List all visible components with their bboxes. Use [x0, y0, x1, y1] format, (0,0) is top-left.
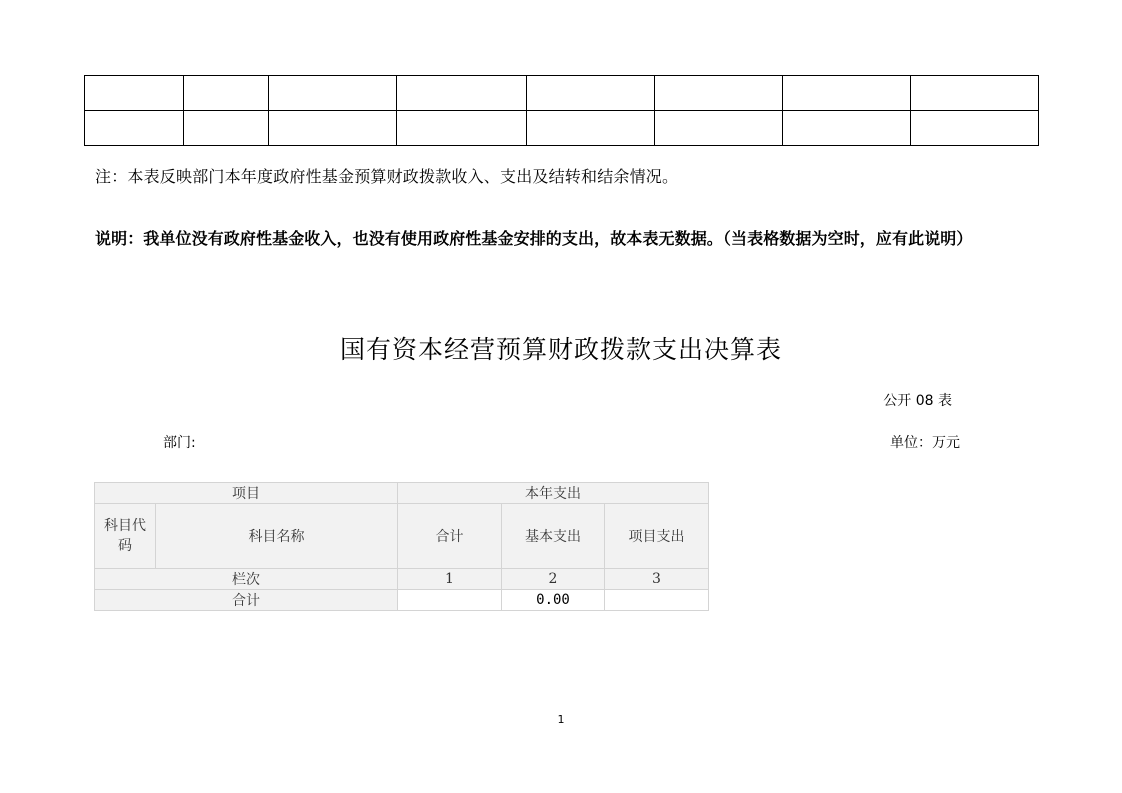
table-cell [269, 76, 397, 111]
page-title: 国有资本经营预算财政拨款支出决算表 [339, 335, 782, 364]
header-subject-code: 科目代码 [95, 504, 156, 569]
table-cell [184, 76, 269, 111]
form-number: 公开 08 表 [883, 393, 952, 409]
table-cell [783, 111, 911, 146]
table-cell [269, 111, 397, 146]
table-cell [85, 76, 184, 111]
header-basic-expense: 基本支出 [502, 504, 605, 569]
table-cell [527, 111, 655, 146]
header-item: 项目 [95, 483, 398, 504]
table-cell [85, 111, 184, 146]
empty-fund-table [84, 75, 1039, 146]
unit-label: 单位：万元 [890, 435, 960, 451]
col-index-1: 1 [398, 569, 502, 590]
table-total-row [95, 590, 709, 611]
table-cell [655, 111, 783, 146]
table-header-row [95, 504, 709, 569]
table-index-row [95, 569, 709, 590]
col-index-3: 3 [605, 569, 709, 590]
table-cell [527, 76, 655, 111]
table-cell [397, 76, 527, 111]
header-current-year-expense: 本年支出 [398, 483, 709, 504]
table-header-row [95, 483, 709, 504]
page-number: 1 [557, 713, 565, 726]
header-project-expense: 项目支出 [605, 504, 709, 569]
header-total: 合计 [398, 504, 502, 569]
header-subject-name: 科目名称 [156, 504, 398, 569]
table-row [85, 76, 1039, 111]
table-cell [911, 76, 1039, 111]
table-cell [655, 76, 783, 111]
table-note: 注：本表反映部门本年度政府性基金预算财政拨款收入、支出及结转和结余情况。 [95, 167, 679, 186]
table-row [85, 111, 1039, 146]
basic-expense-value-cell: 0.00 [502, 590, 605, 611]
table-cell [184, 111, 269, 146]
table-cell [783, 76, 911, 111]
department-label: 部门: [163, 435, 196, 451]
project-expense-value-cell [605, 590, 709, 611]
col-index-2: 2 [502, 569, 605, 590]
row-index-label: 栏次 [95, 569, 398, 590]
table-cell [397, 111, 527, 146]
budget-expense-table [94, 482, 709, 611]
total-row-label: 合计 [95, 590, 398, 611]
total-value-cell [398, 590, 502, 611]
table-cell [911, 111, 1039, 146]
explanation-text: 说明：我单位没有政府性基金收入，也没有使用政府性基金安排的支出，故本表无数据。（当表格数据为空时，应有此说明） [95, 229, 973, 248]
